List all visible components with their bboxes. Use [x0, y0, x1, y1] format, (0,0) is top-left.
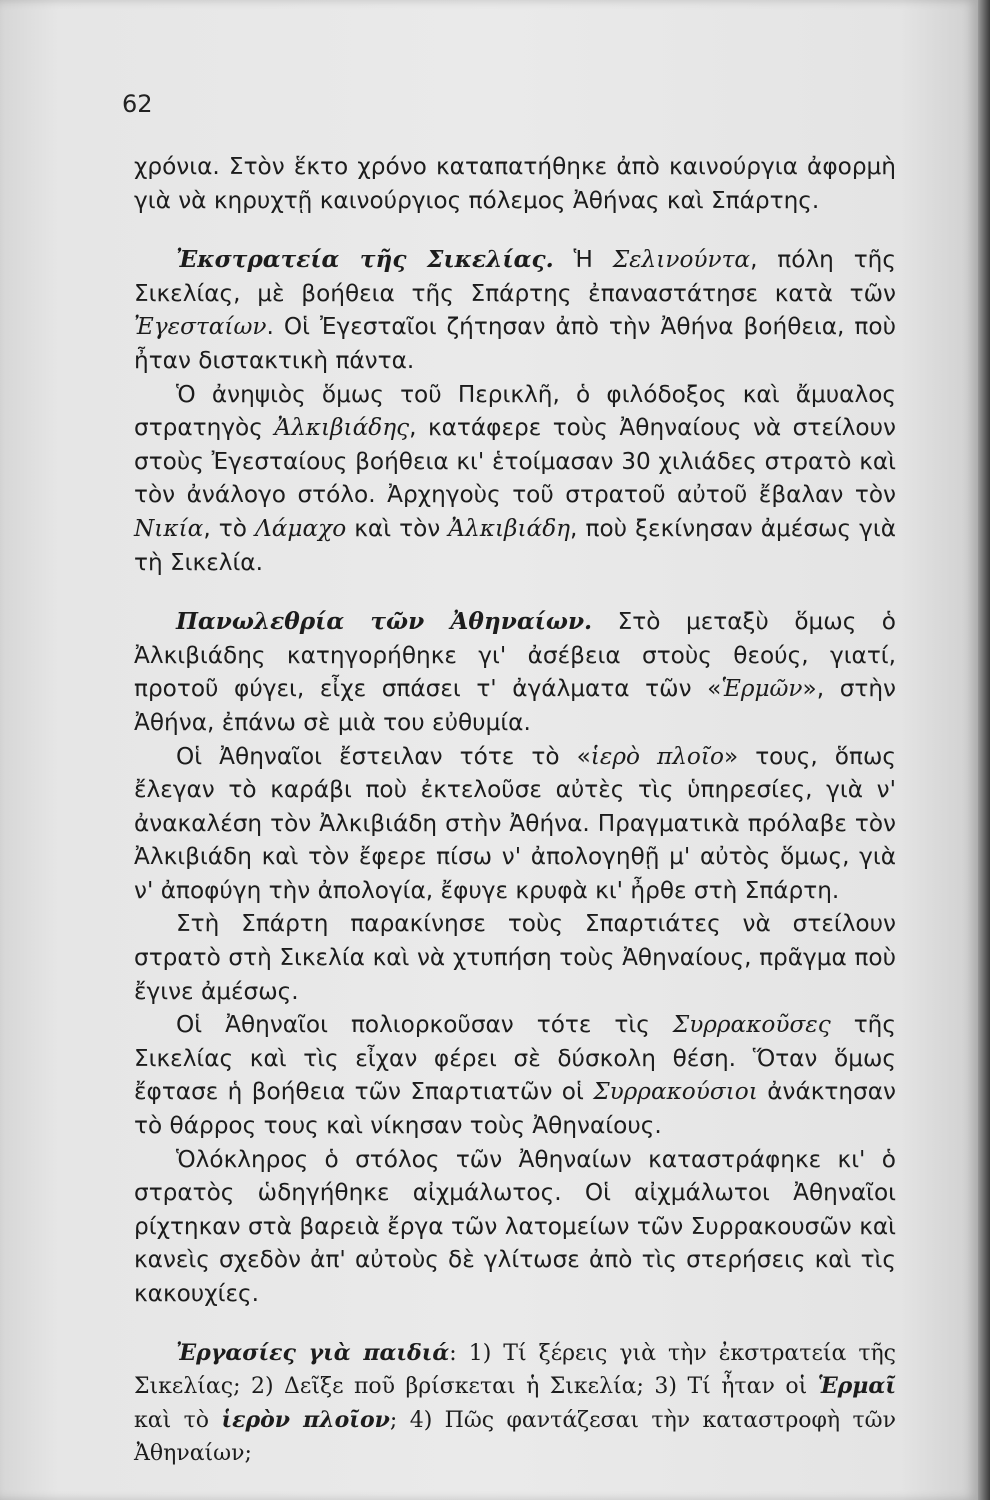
text-run: Ἡ — [553, 246, 613, 274]
paragraph-3 — [134, 378, 896, 580]
text-run: : 1) Τί ξέρεις γιὰ τὴν ἐκστρατεία τῆς Σικελίας; 2) Δεῖξε ποῦ βρίσκεται ἡ Σικελία; 3) Τί ἦταν οἱ — [134, 1340, 897, 1400]
paragraph-8 — [134, 1143, 896, 1311]
paragraph-athenian-disaster — [134, 605, 896, 739]
text-run: » τους, ὅπως ἔλεγαν τὸ καράβι ποὺ ἐκτελοῦσε αὐτὲς τὶς ὑπηρεσίες, γιὰ ν' ἀνακαλέση τὸν Ἀλκιβιάδη στὴν Ἀθήνα. Πραγματικὰ πρόλαβε τὸν Ἀλκιβιάδη καὶ τὸν ἔφερε πίσω ν' ἀπολογηθῇ μ' αὐτὸς ὅμως, γιὰ ν' ἀποφύγη τὴν ἀπολογία, ἔφυγε κρυφὰ κι' ἦρθε στὴ Σπάρτη. — [134, 742, 896, 904]
bold-italic-term: Ἑρμαῖ — [817, 1373, 896, 1400]
paragraph-6 — [134, 907, 896, 1008]
page-text — [134, 150, 896, 1471]
italic-term: Νικία — [134, 514, 204, 542]
text-run: καὶ τὸν — [346, 514, 449, 542]
text-run: , ποὺ ξεκίνησαν ἀμέσως γιὰ τὴ Σικελία. — [134, 514, 896, 576]
text-run: , τὸ — [203, 514, 256, 542]
text-run: , κατάφερε τοὺς Ἀθηναίους νὰ στείλουν στοὺς Ἐγεσταίους βοήθεια κι' ἑτοίμασαν 30 χιλιάδες στρατὸ καὶ τὸν ἀνάλογο στόλο. Ἀρχηγοὺς τοῦ στρατοῦ αὐτοῦ ἔβαλαν τὸν — [134, 414, 896, 509]
text-run: ἀνάκτησαν τὸ θάρρος τους καὶ νίκησαν τοὺς Ἀθηναίους. — [134, 1078, 896, 1140]
italic-term: Συρρακοῦσες — [672, 1011, 831, 1039]
text-run: Στὴ Σπάρτη παρακίνησε τοὺς Σπαρτιάτες νὰ στείλουν στρατὸ στὴ Σικελία καὶ νὰ χτυπήση τοὺς Ἀθηναίους, πρᾶγμα ποὺ ἔγινε ἀμέσως. — [134, 910, 896, 1005]
text-run: Ὁλόκληρος ὁ στόλος τῶν Ἀθηναίων καταστράφηκε κι' ὁ στρατὸς ὡδηγήθηκε αἰχμάλωτος. Οἱ αἰχμάλωτοι Ἀθηναῖοι ρίχτηκαν στὰ βαρειὰ ἔργα τῶν λατομείων τῶν Συρρακουσῶν καὶ κανεὶς σχεδὸν ἀπ' αὐτοὺς δὲ γλίτωσε ἀπὸ τὶς στερήσεις καὶ τὶς κακουχίες. — [134, 1145, 896, 1307]
paragraph-7 — [134, 1008, 896, 1142]
text-run: », στὴν Ἀθήνα, ἐπάνω σὲ μιὰ του εὐθυμία. — [134, 675, 896, 736]
italic-term: Συρρακούσιοι — [593, 1078, 758, 1106]
text-run: , πόλη τῆς Σικελίας, μὲ βοήθεια τῆς Σπάρτης ἐπαναστάτησε κατὰ τῶν — [134, 246, 896, 307]
text-run: Οἱ Ἀθηναῖοι πολιορκοῦσαν τότε τὶς — [176, 1011, 673, 1039]
text-run: . Οἱ Ἐγεσταῖοι ζήτησαν ἀπὸ τὴν Ἀθήνα βοήθεια, ποὺ ἦταν διστακτικὴ πάντα. — [134, 313, 896, 374]
italic-term: Ἐγεσταίων — [134, 313, 267, 341]
italic-term: Ἀλκιβιάδης — [274, 414, 410, 442]
italic-term: Σελινούντα — [612, 246, 751, 274]
text-run: Οἱ Ἀθηναῖοι ἔστειλαν τότε τὸ « — [176, 742, 591, 770]
paragraph-exercises — [134, 1337, 896, 1471]
text-run: καὶ τὸ — [134, 1407, 222, 1433]
paragraph-1 — [134, 150, 896, 217]
section-heading-disaster: Πανωλεθρία τῶν Ἀθηναίων. — [176, 608, 593, 636]
italic-term: Ἑρμῶν — [721, 675, 803, 703]
italic-term: Λάμαχο — [255, 514, 347, 542]
italic-term: ἱερὸ πλοῖο — [590, 742, 724, 770]
text-run: Ὁ ἀνηψιὸς ὅμως τοῦ Περικλῆ, ὁ φιλόδοξος καὶ ἄμυαλος στρατηγὸς — [134, 380, 896, 442]
paragraph-sicily-expedition — [134, 243, 896, 377]
paragraph-text: χρόνια. Στὸν ἕκτο χρόνο καταπατήθηκε ἀπὸ καινούργια ἀφορμὴ γιὰ νὰ κηρυχτῇ καινούργιος πόλεμος Ἀθήνας καὶ Σπάρτης. — [134, 153, 896, 214]
italic-term: Ἀλκιβιάδη — [448, 514, 571, 542]
text-run: Στὸ μεταξὺ ὅμως ὁ Ἀλκιβιάδης κατηγορήθηκε γι' ἀσέβεια στοὺς θεούς, γιατί, προτοῦ φύγει, εἶχε σπάσει τ' ἀγάλματα τῶν « — [134, 608, 896, 703]
bold-italic-term: ἱερὸν πλοῖον — [221, 1406, 390, 1433]
text-run: ; 4) Πῶς φαντάζεσαι τὴν καταστροφὴ τῶν Ἀθηναίων; — [134, 1407, 896, 1467]
book-spine-shadow — [978, 0, 990, 1500]
exercises-heading: Ἐργασίες γιὰ παιδιά — [176, 1339, 450, 1366]
paragraph-5 — [134, 740, 896, 908]
text-run: τῆς Σικελίας καὶ τὶς εἶχαν φέρει σὲ δύσκολη θέση. Ὅταν ὅμως ἔφτασε ἡ βοήθεια τῶν Σπαρτιατῶν οἱ — [134, 1011, 896, 1106]
page-number: 62 — [122, 90, 153, 118]
section-heading-sicily: Ἐκστρατεία τῆς Σικελίας. — [176, 246, 554, 274]
